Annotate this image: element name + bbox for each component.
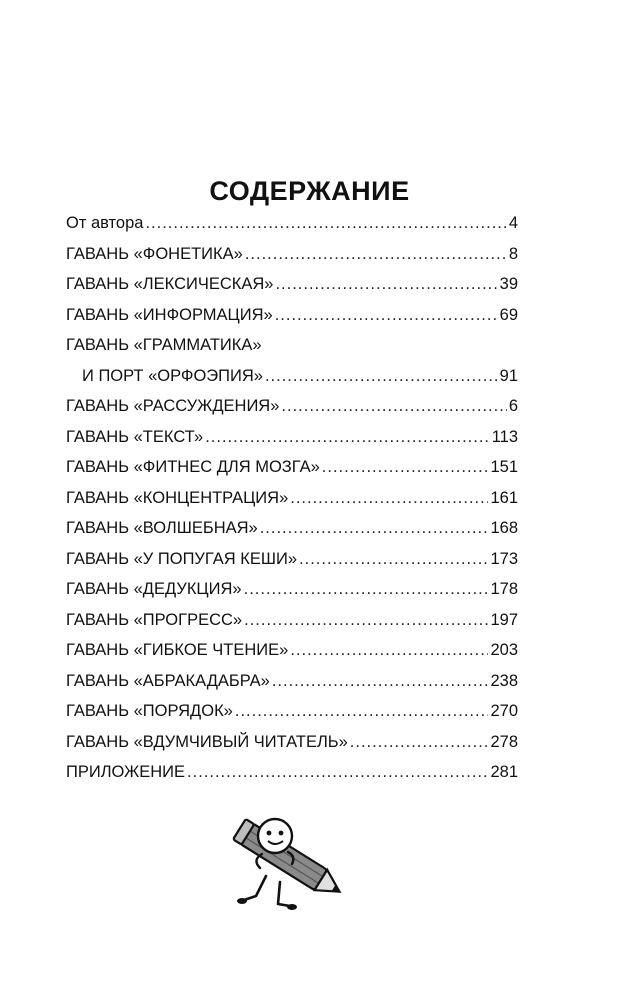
toc-label: ГАВАНЬ «У ПОПУГАЯ КЕШИ» [66,549,298,568]
toc-entry-3[interactable] [66,306,518,337]
toc-page-number: 173 [490,549,518,568]
toc-page-number: 178 [490,580,518,598]
toc-page-number: 69 [499,305,518,324]
toc-entry-13[interactable] [66,611,518,642]
toc-label: ГАВАНЬ «ФИТНЕС ДЛЯ МОЗГА» [66,458,320,476]
toc-page-number: 8 [508,244,518,263]
leader-dots [245,245,507,264]
page-title: СОДЕРЖАНИЕ [209,176,410,207]
toc-label: ГАВАНЬ «ФОНЕТИКА» [66,244,243,263]
toc-entry-0[interactable] [66,214,518,245]
toc-entry-14[interactable] [66,641,518,672]
toc-page-number: 238 [490,671,518,690]
leader-dots [290,489,488,508]
leader-dots [281,397,506,416]
toc-entry-17[interactable] [66,733,518,764]
toc-entry-12[interactable] [66,580,518,611]
toc-page-number: 278 [490,732,518,751]
toc-entry-5[interactable] [66,367,518,398]
toc-entry-7[interactable] [66,428,518,459]
leader-dots [290,641,488,660]
toc-page-number: 281 [490,763,518,781]
leader-dots [244,611,488,630]
leader-dots [145,214,506,233]
toc-entry-15[interactable] [66,672,518,703]
table-of-contents [66,214,518,794]
toc-entry-4[interactable] [66,336,518,367]
toc-entry-1[interactable] [66,245,518,276]
toc-page-number: 270 [490,702,518,720]
toc-page-number: 168 [490,519,518,537]
leader-dots [275,275,497,294]
leader-dots [205,428,489,447]
leader-dots [187,763,488,782]
toc-label: ГАВАНЬ «ДЕДУКЦИЯ» [66,580,242,598]
toc-page-number: 91 [499,366,518,385]
toc-entry-8[interactable] [66,458,518,489]
toc-label: ГАВАНЬ «ПОРЯДОК» [66,702,233,720]
leader-dots [244,580,489,599]
leader-dots [235,702,489,721]
toc-label: ПРИЛОЖЕНИЕ [66,763,186,781]
toc-label: ГАВАНЬ «ГИБКОЕ ЧТЕНИЕ» [66,641,289,659]
leader-dots [260,519,489,538]
toc-label: ГАВАНЬ «КОНЦЕНТРАЦИЯ» [66,488,289,507]
toc-page-number: 197 [490,610,518,629]
leader-dots [299,550,488,569]
toc-entry-2[interactable] [66,275,518,306]
toc-label: ГАВАНЬ «АБРАКАДАБРА» [66,671,270,690]
toc-label: ГАВАНЬ «РАССУЖДЕНИЯ» [66,397,280,415]
toc-label: И ПОРТ «ОРФОЭПИЯ» [82,366,263,385]
pencil-character-icon [230,810,355,915]
toc-label: ГАВАНЬ «ГРАММАТИКА» [66,336,262,354]
toc-entry-9[interactable] [66,489,518,520]
toc-label: ГАВАНЬ «ВОЛШЕБНАЯ» [66,519,258,537]
toc-entry-18[interactable] [66,763,518,794]
toc-label: ГАВАНЬ «ВДУМЧИВЫЙ ЧИТАТЕЛЬ» [66,732,348,751]
leader-dots [322,458,489,477]
toc-page-number: 4 [508,214,518,232]
toc-page-number: 6 [508,397,518,415]
toc-entry-6[interactable] [66,397,518,428]
leader-dots [275,306,498,325]
toc-page-number: 39 [499,275,518,293]
leader-dots [265,367,498,386]
toc-page-number: 113 [491,427,518,446]
toc-page-number: 161 [490,488,518,507]
toc-page-number: 151 [490,458,518,476]
toc-label: ГАВАНЬ «ПРОГРЕСС» [66,610,243,629]
toc-entry-10[interactable] [66,519,518,550]
toc-label: ГАВАНЬ «ИНФОРМАЦИЯ» [66,305,273,324]
toc-label: ГАВАНЬ «ТЕКСТ» [66,427,204,446]
leader-dots [272,672,489,691]
toc-label: От автора [66,214,144,232]
toc-entry-16[interactable] [66,702,518,733]
toc-page-number: 203 [490,641,518,659]
leader-dots [350,733,489,752]
toc-label: ГАВАНЬ «ЛЕКСИЧЕСКАЯ» [66,275,274,293]
toc-entry-11[interactable] [66,550,518,581]
